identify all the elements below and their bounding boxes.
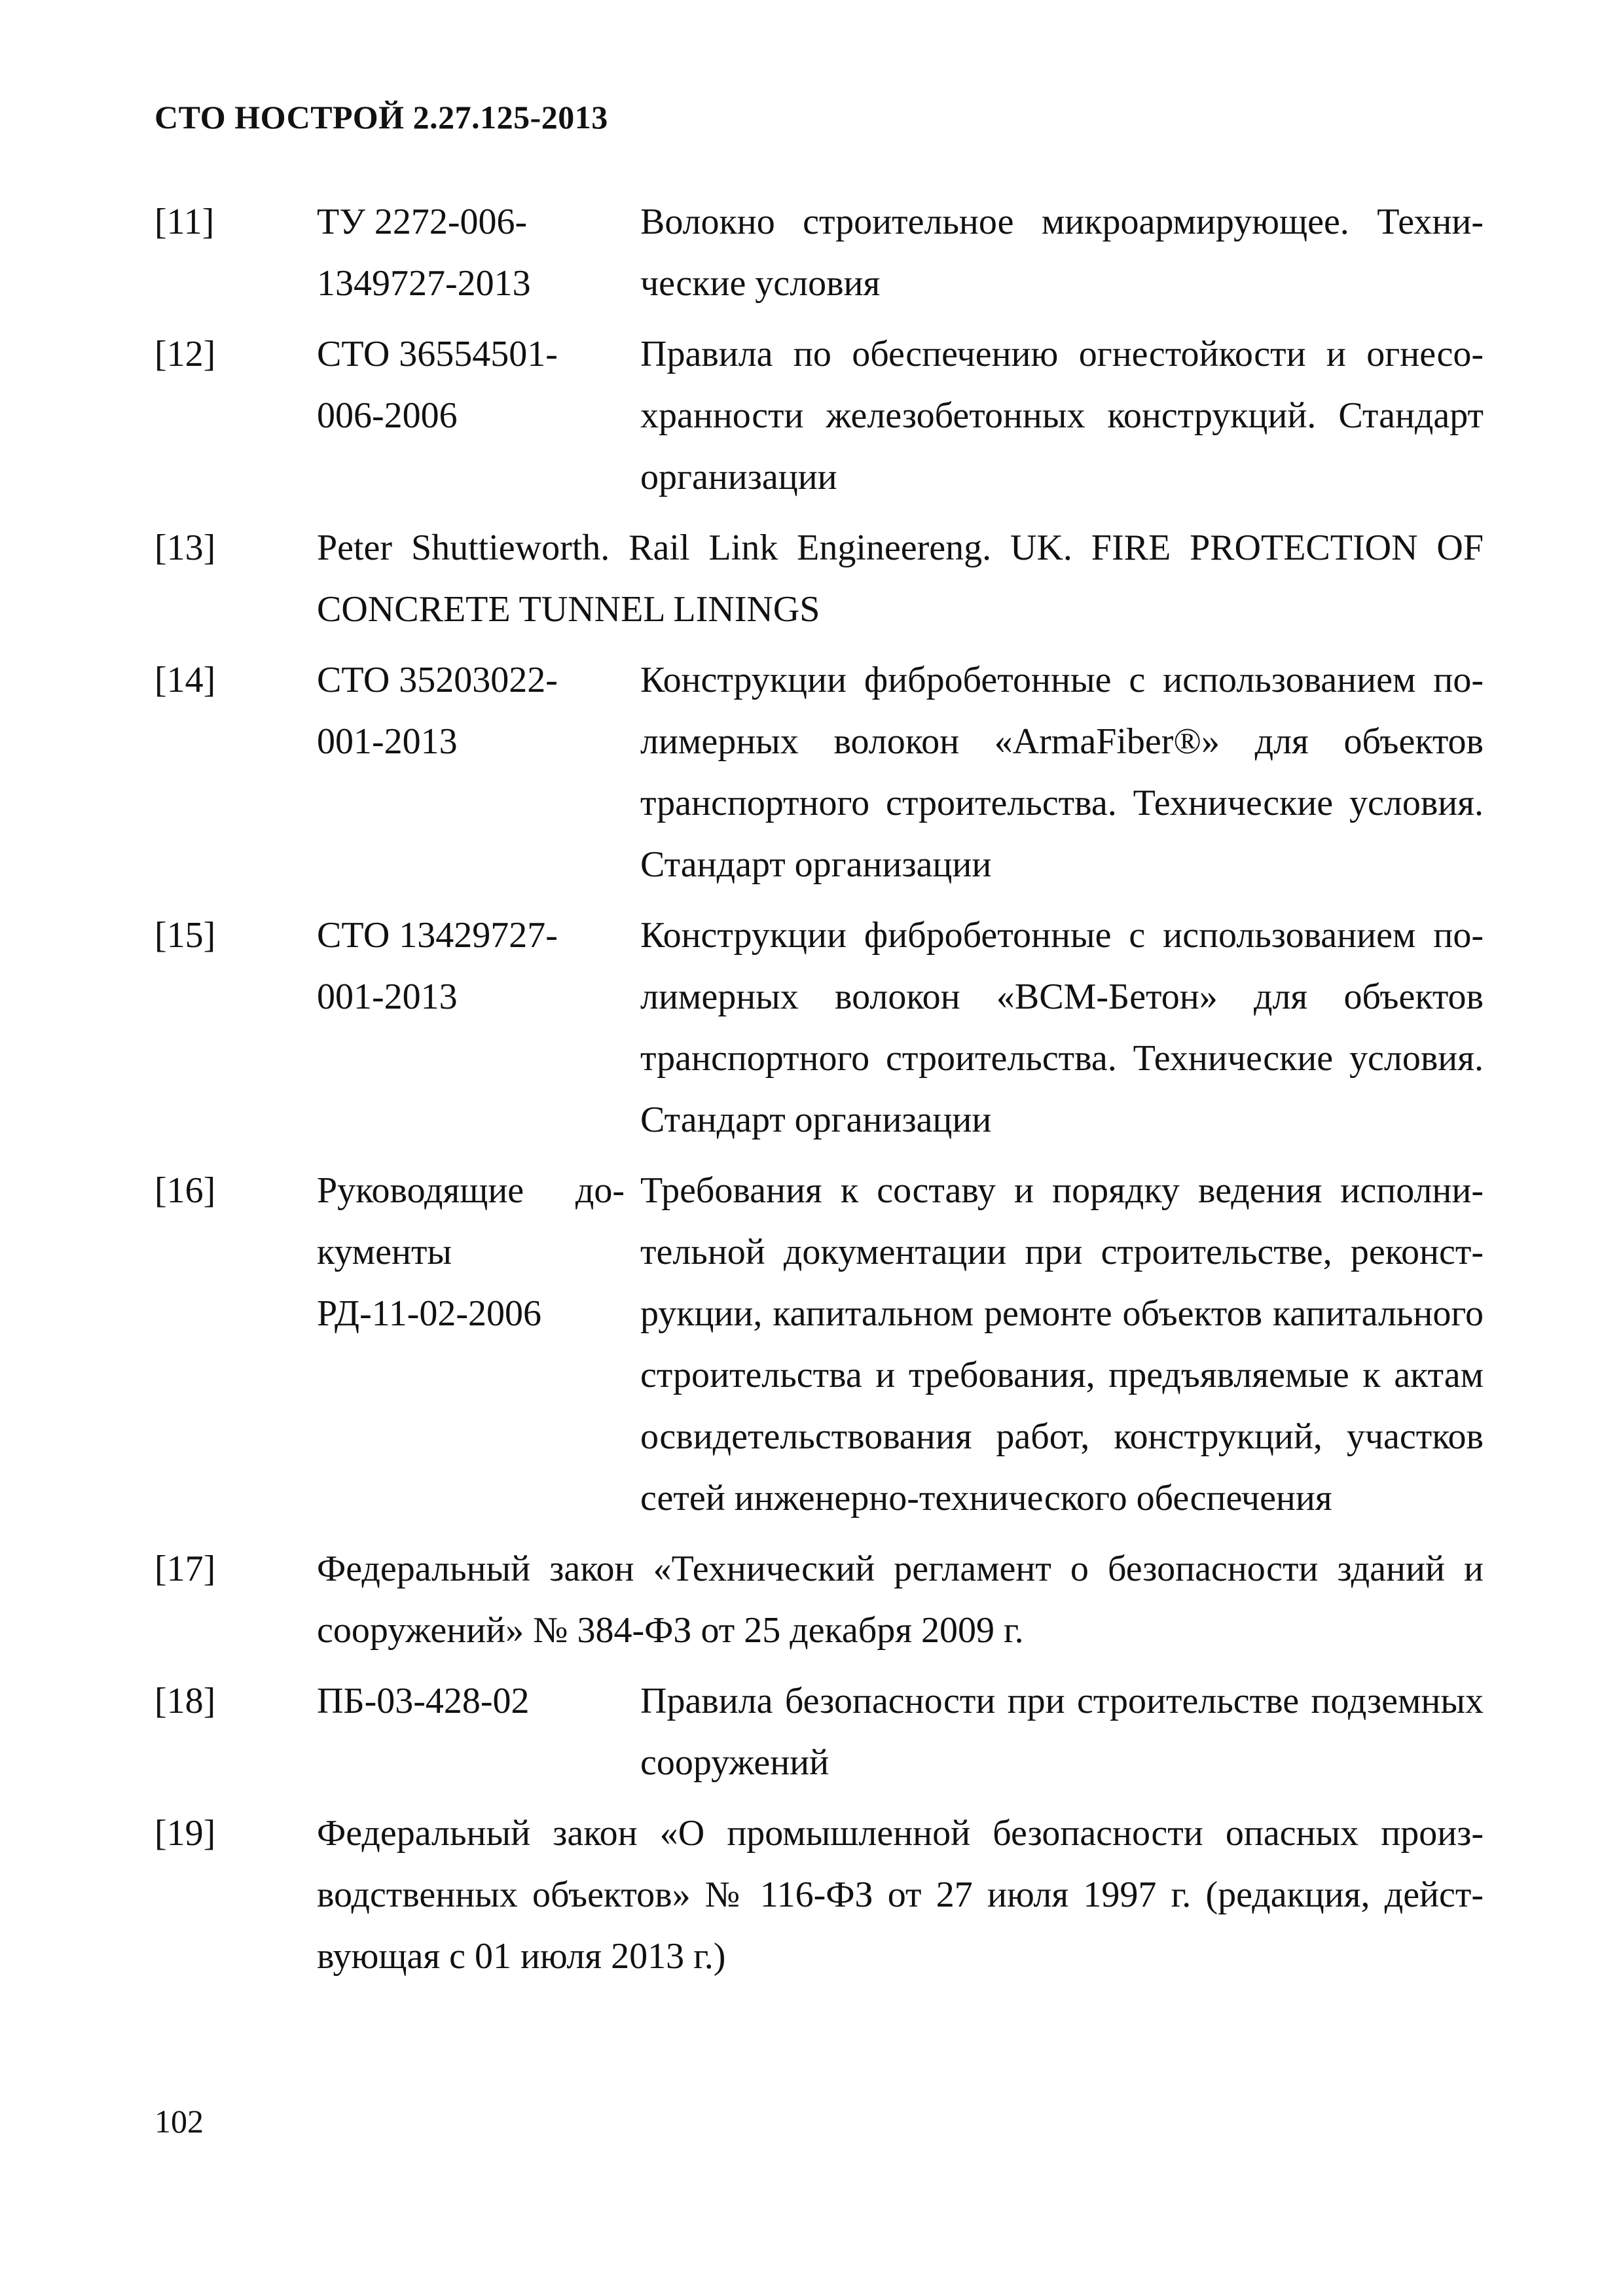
reference-code-line: 001-2013 [317,721,458,762]
reference-title-line: Конструкции фибробетонные с использованием по- [640,915,1484,956]
page-header: СТО НОСТРОЙ 2.27.125-2013 [155,99,608,135]
reference-code-line: ТУ 2272-006- [317,202,528,242]
page-number: 102 [155,2103,204,2140]
reference-code-line: 006-2006 [317,395,458,436]
reference-title [640,905,1484,1151]
reference-code [317,1670,640,1793]
reference-title [640,1160,1484,1529]
reference-title-line: Стандарт организации [640,844,992,885]
reference-item-13 [155,517,1484,640]
reference-code [317,191,640,314]
reference-item-19 [155,1803,1484,1987]
reference-title-line: Федеральный закон «О промышленной безопасности опасных произ- [317,1813,1484,1854]
reference-code [317,323,640,508]
reference-title-line: рукции, капитальном ремонте объектов капитального [640,1293,1484,1334]
reference-number: [16] [155,1170,216,1211]
reference-title-line: освидетельствования работ, конструкций, участков [640,1416,1484,1457]
reference-title [640,323,1484,508]
reference-title-line: водственных объектов» № 116-ФЗ от 27 июля 1997 г. (редакция, дейст- [317,1874,1484,1915]
reference-title-line: Peter Shuttieworth. Rail Link Engineereng. UK. FIRE PROTECTION OF [317,528,1484,568]
reference-number: [13] [155,528,216,568]
reference-item-16 [155,1160,1484,1529]
reference-title [317,1803,1484,1987]
reference-title-line: вующая с 01 июля 2013 г.) [317,1936,726,1977]
reference-item-18 [155,1670,1484,1793]
reference-title-line: строительства и требования, предъявляемые к актам [640,1355,1484,1395]
reference-title-line: сетей инженерно-технического обеспечения [640,1478,1332,1518]
reference-title-line: CONCRETE TUNNEL LININGS [317,589,820,630]
reference-title [640,191,1484,314]
reference-title-line: лимерных волокон «ArmaFiber®» для объектов [640,721,1484,762]
reference-title-line: организации [640,457,837,497]
reference-code-line: 1349727-2013 [317,263,531,304]
reference-title-line: Волокно строительное микроармирующее. Техни- [640,202,1484,242]
reference-number: [17] [155,1549,216,1589]
reference-item-15 [155,905,1484,1151]
reference-title-line: Конструкции фибробетонные с использованием по- [640,660,1484,700]
reference-title [317,1538,1484,1661]
reference-title-line: лимерных волокон «BCM-Бетон» для объектов [640,977,1484,1017]
reference-code-line: СТО 13429727- [317,915,558,956]
reference-number: [18] [155,1681,216,1721]
reference-code-line: 001-2013 [317,977,458,1017]
reference-number: [11] [155,202,215,242]
reference-list [155,191,1484,1996]
reference-title-line: тельной документации при строительстве, реконст- [640,1232,1484,1272]
reference-item-11 [155,191,1484,314]
reference-code-line: СТО 35203022- [317,660,558,700]
reference-code [317,1160,640,1529]
reference-number: [19] [155,1813,216,1854]
reference-title-line: Правила безопасности при строительстве подземных [640,1681,1484,1721]
reference-title-line: ческие условия [640,263,881,304]
reference-code-line: кументы [317,1232,452,1272]
reference-title [640,649,1484,895]
reference-title-line: сооружений [640,1742,830,1783]
reference-number: [14] [155,660,216,700]
reference-title [640,1670,1484,1793]
reference-title-line: сооружений» № 384-ФЗ от 25 декабря 2009 г. [317,1610,1024,1651]
reference-number: [15] [155,915,216,956]
reference-code [317,905,640,1151]
reference-title-line: Требования к составу и порядку ведения исполни- [640,1170,1484,1211]
reference-code [317,649,640,895]
reference-item-17 [155,1538,1484,1661]
reference-title-line: транспортного строительства. Технические условия. [640,1038,1484,1079]
reference-item-14 [155,649,1484,895]
reference-title-line: хранности железобетонных конструкций. Стандарт [640,395,1484,436]
reference-item-12 [155,323,1484,508]
reference-code-line: СТО 36554501- [317,334,558,374]
reference-title-line: Федеральный закон «Технический регламент о безопасности зданий и [317,1549,1484,1589]
reference-title-line: транспортного строительства. Технические условия. [640,783,1484,823]
reference-code-line: Руководящие до- [317,1170,625,1211]
reference-code-line: РД-11-02-2006 [317,1293,541,1334]
reference-title-line: Стандарт организации [640,1100,992,1140]
reference-code-line: ПБ-03-428-02 [317,1681,530,1721]
reference-number: [12] [155,334,216,374]
reference-title [317,517,1484,640]
reference-title-line: Правила по обеспечению огнестойкости и огнесо- [640,334,1484,374]
